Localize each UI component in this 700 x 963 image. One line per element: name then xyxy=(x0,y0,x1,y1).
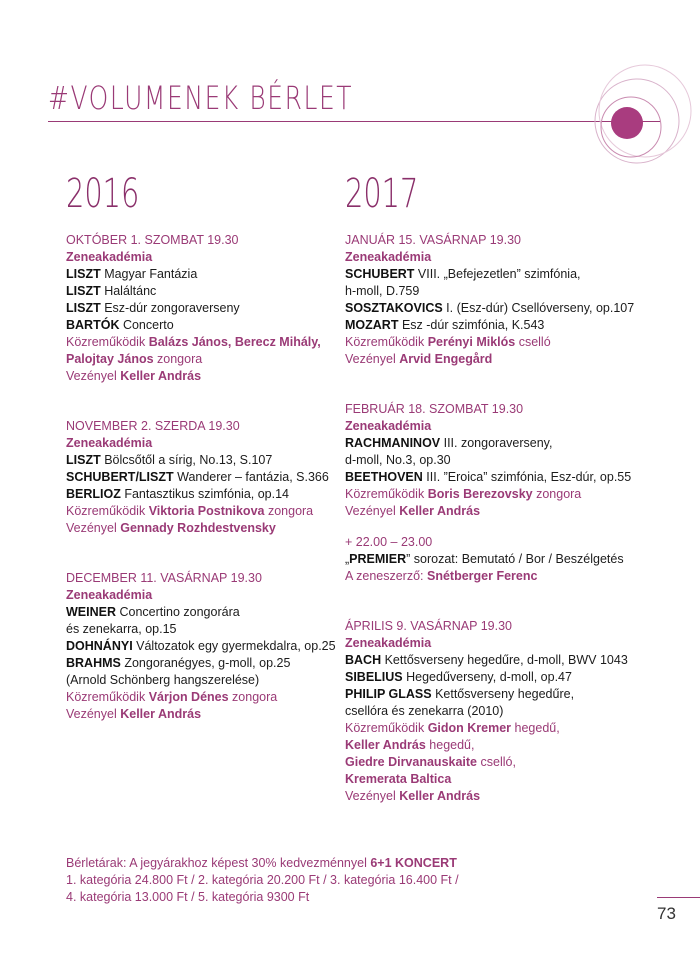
conductor-line xyxy=(66,520,336,537)
performer: Várjon Dénes xyxy=(148,690,229,704)
instrument: hegedű, xyxy=(425,738,475,752)
instrument: cselló, xyxy=(477,755,516,769)
work-line xyxy=(345,435,615,452)
conductor: Keller András xyxy=(399,789,481,803)
composer: BARTÓK xyxy=(66,318,120,332)
work-line xyxy=(345,317,615,334)
event-venue: Zeneakadémia xyxy=(66,436,153,450)
page-number: 73 xyxy=(657,904,676,923)
event-venue: Zeneakadémia xyxy=(66,588,153,602)
event-venue: Zeneakadémia xyxy=(66,250,153,264)
work-title: Magyar Fantázia xyxy=(100,267,198,281)
work-line xyxy=(345,703,615,720)
work-title: Kettősverseny hegedűre, xyxy=(431,687,575,701)
conductor-label: Vezényel xyxy=(66,521,121,535)
conductor-line xyxy=(66,368,336,385)
work-line xyxy=(66,621,336,638)
work-line xyxy=(345,686,615,703)
work-title: Változatok egy gyermekdalra, op.25 xyxy=(132,639,336,653)
season-ticket-prices xyxy=(66,855,459,906)
performers-line xyxy=(66,334,336,351)
composer: MOZART xyxy=(345,318,399,332)
event-april xyxy=(345,618,628,805)
performers: Balázs János, Berecz Mihály, xyxy=(148,335,321,349)
instrument: zongora xyxy=(532,487,582,501)
composer: LISZT xyxy=(66,453,101,467)
composer: SIBELIUS xyxy=(345,670,403,684)
footer-line-3: 4. kategória 13.000 Ft / 5. kategória 9300 Ft xyxy=(66,890,310,904)
work-title: d-moll, No.3, op.30 xyxy=(345,453,451,467)
conductor-line xyxy=(345,788,615,805)
work-title: Kettősverseny hegedűre, d-moll, BWV 1043 xyxy=(381,653,628,667)
event-date: OKTÓBER 1. SZOMBAT 19.30 xyxy=(66,233,239,247)
footer-highlight: 6+1 KONCERT xyxy=(370,856,457,870)
event-october xyxy=(66,232,336,385)
performers-label: Közreműködik xyxy=(345,721,428,735)
work-line xyxy=(66,283,336,300)
right-column xyxy=(345,232,635,838)
series-description: ” sorozat: Bemutató / Bor / Beszélgetés xyxy=(406,552,624,566)
work-line xyxy=(345,652,628,669)
instrument: zongora xyxy=(228,690,278,704)
performer: Perényi Miklós xyxy=(427,335,516,349)
work-title: Concertino zongorára xyxy=(116,605,240,619)
instrument: zongora xyxy=(264,504,314,518)
performer: Kremerata Baltica xyxy=(345,772,452,786)
instrument: hegedű, xyxy=(511,721,560,735)
event-january xyxy=(345,232,635,368)
event-venue: Zeneakadémia xyxy=(345,250,432,264)
work-line xyxy=(66,469,336,486)
work-title: Hegedűverseny, d-moll, op.47 xyxy=(402,670,572,684)
work-line xyxy=(66,317,336,334)
work-line xyxy=(345,469,632,486)
work-title: Wanderer – fantázia, S.366 xyxy=(173,470,329,484)
performer: Keller András xyxy=(345,738,426,752)
performer: Gidon Kremer xyxy=(427,721,512,735)
footer-line-1 xyxy=(66,855,459,872)
performers-label: Közreműködik xyxy=(66,335,149,349)
left-column xyxy=(66,232,336,756)
year-2016-heading: 2016 xyxy=(66,171,140,217)
work-title: Esz-dúr zongoraverseny xyxy=(100,301,240,315)
performers-label: Közreműködik xyxy=(345,335,428,349)
performer: Giedre Dirvanauskaite xyxy=(345,755,478,769)
performers-line xyxy=(345,486,615,503)
performers-line xyxy=(66,503,336,520)
work-line xyxy=(66,655,336,672)
event-november xyxy=(66,418,336,537)
footer-line-2: 1. kategória 24.800 Ft / 2. kategória 20.200 Ft / 3. kategória 16.400 Ft / xyxy=(66,873,459,887)
premier-series-line xyxy=(345,551,624,568)
conductor: Gennady Rozhdestvensky xyxy=(120,521,276,535)
series-name: PREMIER xyxy=(349,552,407,566)
event-december xyxy=(66,570,336,723)
work-line xyxy=(66,672,336,689)
work-title: Haláltánc xyxy=(100,284,157,298)
composer-name: Snétberger Ferenc xyxy=(427,569,538,583)
composer-label: A zeneszerző: xyxy=(345,569,427,583)
conductor-label: Vezényel xyxy=(66,369,121,383)
event-date: JANUÁR 15. VASÁRNAP 19.30 xyxy=(345,233,522,247)
page-header-title: #VOLUMENEK BÉRLET xyxy=(48,79,354,117)
extra-time: + 22.00 – 23.00 xyxy=(345,535,433,549)
work-line xyxy=(345,669,615,686)
performers-line xyxy=(66,689,336,706)
work-title: Zongoranégyes, g-moll, op.25 xyxy=(120,656,291,670)
performers-label: Közreműködik xyxy=(66,504,149,518)
work-title: I. (Esz-dúr) Csellóverseny, op.107 xyxy=(442,301,635,315)
work-title: Esz -dúr szimfónia, K.543 xyxy=(398,318,545,332)
work-title: és zenekarra, op.15 xyxy=(66,622,177,636)
composer: WEINER xyxy=(66,605,116,619)
composer: LISZT xyxy=(66,284,101,298)
work-line xyxy=(66,638,336,655)
conductor-label: Vezényel xyxy=(345,789,400,803)
composer-credit-line xyxy=(345,568,615,585)
composer: BEETHOVEN xyxy=(345,470,423,484)
year-2017-heading: 2017 xyxy=(345,171,419,217)
conductor-line xyxy=(345,503,615,520)
work-title: csellóra és zenekarra (2010) xyxy=(345,704,504,718)
conductor-line xyxy=(66,706,336,723)
work-title: VIII. „Befejezetlen” szimfónia, xyxy=(414,267,581,281)
performers-label: Közreműködik xyxy=(66,690,149,704)
performer: Boris Berezovsky xyxy=(427,487,533,501)
conductor: Keller András xyxy=(120,707,202,721)
instrument: cselló xyxy=(515,335,551,349)
composer: BERLIOZ xyxy=(66,487,121,501)
event-venue: Zeneakadémia xyxy=(345,419,432,433)
work-title: III. ”Eroica” szimfónia, Esz-dúr, op.55 xyxy=(422,470,632,484)
performers-line xyxy=(66,351,336,368)
performer: Viktoria Postnikova xyxy=(148,504,265,518)
composer: BACH xyxy=(345,653,382,667)
conductor-label: Vezényel xyxy=(66,707,121,721)
work-line xyxy=(345,283,615,300)
performers-line xyxy=(345,771,615,788)
composer: RACHMANINOV xyxy=(345,436,441,450)
work-line xyxy=(66,300,336,317)
composer: DOHNÁNYI xyxy=(66,639,133,653)
work-line xyxy=(345,266,615,283)
event-date: FEBRUÁR 18. SZOMBAT 19.30 xyxy=(345,402,524,416)
conductor: Arvid Engegård xyxy=(399,352,493,366)
work-title: Concerto xyxy=(119,318,174,332)
work-title: h-moll, D.759 xyxy=(345,284,420,298)
page-number-rule xyxy=(657,897,700,898)
event-date: NOVEMBER 2. SZERDA 19.30 xyxy=(66,419,240,433)
work-title: (Arnold Schönberg hangszerelése) xyxy=(66,673,260,687)
performers-line xyxy=(345,334,615,351)
performers-line xyxy=(345,720,615,737)
event-date: ÁPRILIS 9. VASÁRNAP 19.30 xyxy=(345,619,512,633)
composer: SCHUBERT xyxy=(345,267,415,281)
composer: SOSZTAKOVICS xyxy=(345,301,443,315)
conductor-label: Vezényel xyxy=(345,352,400,366)
instrument: zongora xyxy=(153,352,203,366)
performers-line xyxy=(345,754,615,771)
conductor: Keller András xyxy=(399,504,481,518)
work-title: III. zongoraverseny, xyxy=(440,436,553,450)
performers: Palojtay János xyxy=(66,352,154,366)
composer: LISZT xyxy=(66,267,101,281)
decorative-circles-icon xyxy=(585,55,700,170)
work-line xyxy=(66,266,336,283)
work-line xyxy=(345,452,615,469)
quote-open: „ xyxy=(345,552,350,566)
work-line xyxy=(345,300,635,317)
event-february xyxy=(345,401,632,585)
footer-intro: Bérletárak: A jegyárakhoz képest 30% kedvezménnyel xyxy=(66,856,371,870)
event-date: DECEMBER 11. VASÁRNAP 19.30 xyxy=(66,571,262,585)
composer: BRAHMS xyxy=(66,656,121,670)
conductor-line xyxy=(345,351,615,368)
work-line xyxy=(66,604,336,621)
performers-label: Közreműködik xyxy=(345,487,428,501)
work-title: Bölcsőtől a sírig, No.13, S.107 xyxy=(100,453,273,467)
composer: SCHUBERT/LISZT xyxy=(66,470,174,484)
work-line xyxy=(66,486,336,503)
composer: PHILIP GLASS xyxy=(345,687,432,701)
conductor: Keller András xyxy=(120,369,202,383)
work-title: Fantasztikus szimfónia, op.14 xyxy=(120,487,289,501)
header-rule xyxy=(48,121,660,122)
event-venue: Zeneakadémia xyxy=(345,636,432,650)
composer: LISZT xyxy=(66,301,101,315)
work-line xyxy=(66,452,336,469)
conductor-label: Vezényel xyxy=(345,504,400,518)
performers-line xyxy=(345,737,615,754)
